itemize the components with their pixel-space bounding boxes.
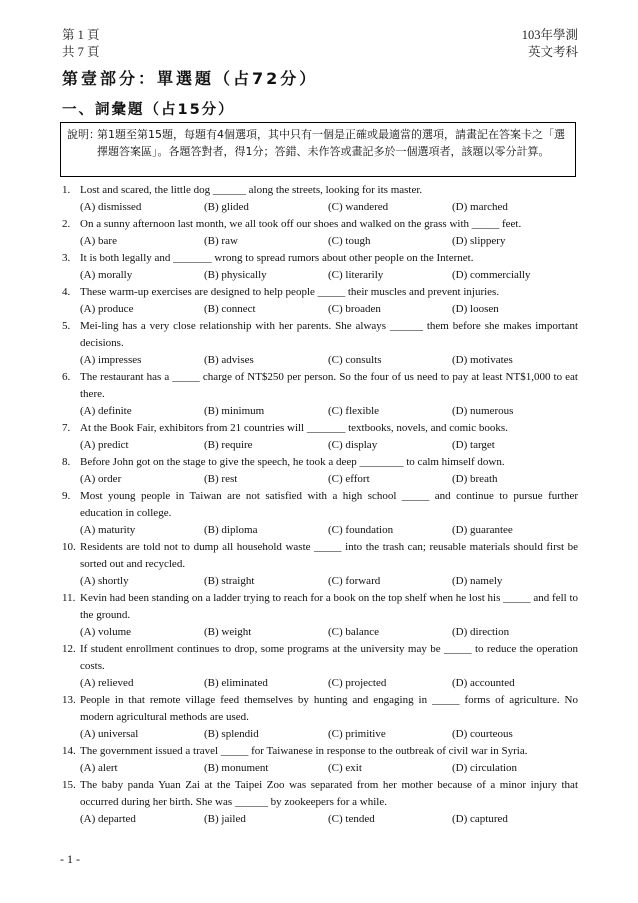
page-footer-number: - 1 - bbox=[60, 852, 80, 866]
question-text: On a sunny afternoon last month, we all took off our shoes and walked on the grass with _____ feet. bbox=[80, 218, 522, 230]
answer-option-d: (D) slippery bbox=[452, 235, 506, 247]
answer-options bbox=[62, 522, 578, 539]
question-text: It is both legally and _______ wrong to spread rumors about other people on the Internet. bbox=[80, 252, 474, 264]
question-stem bbox=[62, 641, 578, 675]
answer-option-c: (C) literarily bbox=[328, 269, 384, 281]
question-item bbox=[62, 590, 578, 641]
answer-option-c: (C) foundation bbox=[328, 524, 394, 536]
answer-option-b: (B) physically bbox=[204, 269, 267, 281]
instructions-box bbox=[60, 122, 576, 177]
question-number: 4. bbox=[62, 286, 71, 298]
question-stem bbox=[62, 590, 578, 624]
answer-option-b: (B) weight bbox=[204, 626, 252, 638]
question-number: 11. bbox=[62, 592, 76, 604]
answer-option-b: (B) connect bbox=[204, 303, 256, 315]
question-text: The government issued a travel _____ for Taiwanese in response to the outbreak of civil war in Syria. bbox=[80, 745, 528, 757]
question-item bbox=[62, 318, 578, 369]
exam-subject: 英文考科 bbox=[527, 45, 578, 59]
answer-options bbox=[62, 624, 578, 641]
answer-option-d: (D) direction bbox=[452, 626, 510, 638]
answer-option-d: (D) breath bbox=[452, 473, 498, 485]
answer-options bbox=[62, 352, 578, 369]
question-text: Mei-ling has a very close relationship with her parents. She always ______ them before she makes important decisions. bbox=[80, 320, 578, 349]
question-stem bbox=[62, 250, 578, 267]
question-stem bbox=[62, 743, 578, 760]
question-item bbox=[62, 539, 578, 590]
question-stem bbox=[62, 488, 578, 522]
answer-option-a: (A) shortly bbox=[80, 575, 129, 587]
question-list bbox=[62, 182, 578, 828]
answer-option-a: (A) morally bbox=[80, 269, 133, 281]
question-number: 3. bbox=[62, 252, 71, 264]
answer-options bbox=[62, 301, 578, 318]
question-text: Most young people in Taiwan are not satisfied with a high school _____ and continue to pursue further education in college. bbox=[80, 490, 578, 519]
answer-options bbox=[62, 267, 578, 284]
question-stem bbox=[62, 692, 578, 726]
answer-option-d: (D) motivates bbox=[452, 354, 513, 366]
answer-option-a: (A) impresses bbox=[80, 354, 142, 366]
question-number: 9. bbox=[62, 490, 71, 502]
answer-option-a: (A) predict bbox=[80, 439, 129, 451]
answer-option-c: (C) broaden bbox=[328, 303, 381, 315]
answer-option-a: (A) maturity bbox=[80, 524, 136, 536]
answer-option-d: (D) loosen bbox=[452, 303, 499, 315]
question-stem bbox=[62, 420, 578, 437]
question-stem bbox=[62, 182, 578, 199]
answer-options bbox=[62, 760, 578, 777]
answer-option-a: (A) bare bbox=[80, 235, 117, 247]
question-text: At the Book Fair, exhibitors from 21 countries will _______ textbooks, novels, and comic books. bbox=[80, 422, 508, 434]
instructions-label: 說明： bbox=[67, 128, 100, 141]
answer-option-c: (C) effort bbox=[328, 473, 370, 485]
answer-options bbox=[62, 811, 578, 828]
instructions-text: 第1題至第15題，每題有4個選項，其中只有一個是正確或最適當的選項，請畫記在答案卡之「選擇題答案區」。各題答對者，得1分；答錯、未作答或畫記多於一個選項者，該題以零分計算。 bbox=[97, 128, 565, 158]
part-title: 第壹部分：單選題（占72分） bbox=[62, 69, 319, 88]
answer-option-c: (C) display bbox=[328, 439, 378, 451]
question-item bbox=[62, 284, 578, 318]
question-item bbox=[62, 182, 578, 216]
question-item bbox=[62, 743, 578, 777]
question-stem bbox=[62, 454, 578, 471]
question-text: Before John got on the stage to give the speech, he took a deep ________ to calm himself down. bbox=[80, 456, 505, 468]
answer-option-d: (D) circulation bbox=[452, 762, 518, 774]
page-number-line: 第 1 頁 bbox=[62, 28, 100, 42]
question-item bbox=[62, 488, 578, 539]
answer-option-a: (A) dismissed bbox=[80, 201, 142, 213]
answer-option-b: (B) jailed bbox=[204, 813, 246, 825]
answer-option-c: (C) primitive bbox=[328, 728, 386, 740]
question-number: 8. bbox=[62, 456, 71, 468]
answer-option-d: (D) accounted bbox=[452, 677, 515, 689]
answer-option-c: (C) projected bbox=[328, 677, 387, 689]
answer-option-d: (D) namely bbox=[452, 575, 503, 587]
question-item bbox=[62, 692, 578, 743]
answer-option-a: (A) volume bbox=[80, 626, 132, 638]
answer-option-b: (B) diploma bbox=[204, 524, 258, 536]
answer-option-c: (C) forward bbox=[328, 575, 381, 587]
answer-option-a: (A) departed bbox=[80, 813, 136, 825]
question-text: Lost and scared, the little dog ______ along the streets, looking for its master. bbox=[80, 184, 423, 196]
question-item bbox=[62, 250, 578, 284]
question-number: 14. bbox=[62, 745, 76, 757]
question-stem bbox=[62, 369, 578, 403]
answer-option-b: (B) splendid bbox=[204, 728, 259, 740]
answer-option-d: (D) commercially bbox=[452, 269, 531, 281]
answer-option-d: (D) captured bbox=[452, 813, 508, 825]
answer-option-a: (A) relieved bbox=[80, 677, 134, 689]
answer-option-b: (B) glided bbox=[204, 201, 249, 213]
question-item bbox=[62, 641, 578, 692]
answer-option-b: (B) advises bbox=[204, 354, 254, 366]
question-number: 10. bbox=[62, 541, 76, 553]
question-text: These warm-up exercises are designed to help people _____ their muscles and prevent injuries. bbox=[80, 286, 500, 298]
answer-option-b: (B) require bbox=[204, 439, 253, 451]
question-number: 1. bbox=[62, 184, 71, 196]
answer-option-d: (D) guarantee bbox=[452, 524, 513, 536]
question-stem bbox=[62, 318, 578, 352]
answer-option-c: (C) wandered bbox=[328, 201, 389, 213]
answer-option-b: (B) monument bbox=[204, 762, 269, 774]
answer-option-c: (C) consults bbox=[328, 354, 382, 366]
answer-options bbox=[62, 403, 578, 420]
answer-option-d: (D) target bbox=[452, 439, 495, 451]
question-item bbox=[62, 216, 578, 250]
answer-option-a: (A) alert bbox=[80, 762, 118, 774]
question-stem bbox=[62, 539, 578, 573]
answer-option-c: (C) exit bbox=[328, 762, 362, 774]
question-text: If student enrollment continues to drop, some programs at the university may be _____ to reduce the operation costs. bbox=[80, 643, 578, 672]
question-item bbox=[62, 420, 578, 454]
question-stem bbox=[62, 777, 578, 811]
answer-option-a: (A) universal bbox=[80, 728, 139, 740]
answer-option-a: (A) order bbox=[80, 473, 122, 485]
exam-year: 103年學測 bbox=[521, 28, 578, 42]
answer-option-b: (B) straight bbox=[204, 575, 255, 587]
question-text: The baby panda Yuan Zai at the Taipei Zoo was separated from her mother because of a minor injury that occurred during her birth. She was ______ by zookeepers for a while. bbox=[80, 779, 578, 808]
answer-option-c: (C) flexible bbox=[328, 405, 380, 417]
question-number: 7. bbox=[62, 422, 71, 434]
answer-option-b: (B) eliminated bbox=[204, 677, 268, 689]
answer-option-d: (D) numerous bbox=[452, 405, 514, 417]
answer-option-b: (B) raw bbox=[204, 235, 238, 247]
answer-option-c: (C) tough bbox=[328, 235, 371, 247]
question-number: 6. bbox=[62, 371, 71, 383]
answer-option-a: (A) produce bbox=[80, 303, 134, 315]
question-text: Kevin had been standing on a ladder trying to reach for a book on the top shelf when he lost his _____ and fell to the ground. bbox=[80, 592, 578, 621]
answer-options bbox=[62, 471, 578, 488]
question-number: 5. bbox=[62, 320, 71, 332]
answer-options bbox=[62, 675, 578, 692]
section-title: 一、詞彙題（占15分） bbox=[62, 102, 235, 118]
answer-option-b: (B) minimum bbox=[204, 405, 265, 417]
question-number: 13. bbox=[62, 694, 76, 706]
question-number: 12. bbox=[62, 643, 76, 655]
answer-options bbox=[62, 573, 578, 590]
question-number: 15. bbox=[62, 779, 76, 791]
question-text: People in that remote village feed themselves by hunting and engaging in _____ forms of agriculture. No modern agricultural methods are used. bbox=[80, 694, 578, 723]
answer-option-c: (C) tended bbox=[328, 813, 375, 825]
question-stem bbox=[62, 284, 578, 301]
answer-options bbox=[62, 726, 578, 743]
page-header-left bbox=[62, 27, 100, 61]
question-text: Residents are told not to dump all household waste _____ into the trash can; reusable materials should first be sorted out and recycled. bbox=[80, 541, 578, 570]
answer-options bbox=[62, 233, 578, 250]
question-item bbox=[62, 454, 578, 488]
page-header-right bbox=[522, 27, 578, 61]
question-text: The restaurant has a _____ charge of NT$250 per person. So the four of us need to pay at least NT$1,000 to eat there. bbox=[80, 371, 578, 400]
answer-option-d: (D) courteous bbox=[452, 728, 513, 740]
answer-option-d: (D) marched bbox=[452, 201, 508, 213]
answer-option-b: (B) rest bbox=[204, 473, 238, 485]
answer-options bbox=[62, 199, 578, 216]
answer-options bbox=[62, 437, 578, 454]
answer-option-c: (C) balance bbox=[328, 626, 379, 638]
question-stem bbox=[62, 216, 578, 233]
answer-option-a: (A) definite bbox=[80, 405, 132, 417]
total-pages-line: 共 7 頁 bbox=[62, 45, 100, 59]
question-item bbox=[62, 369, 578, 420]
question-number: 2. bbox=[62, 218, 71, 230]
question-item bbox=[62, 777, 578, 828]
